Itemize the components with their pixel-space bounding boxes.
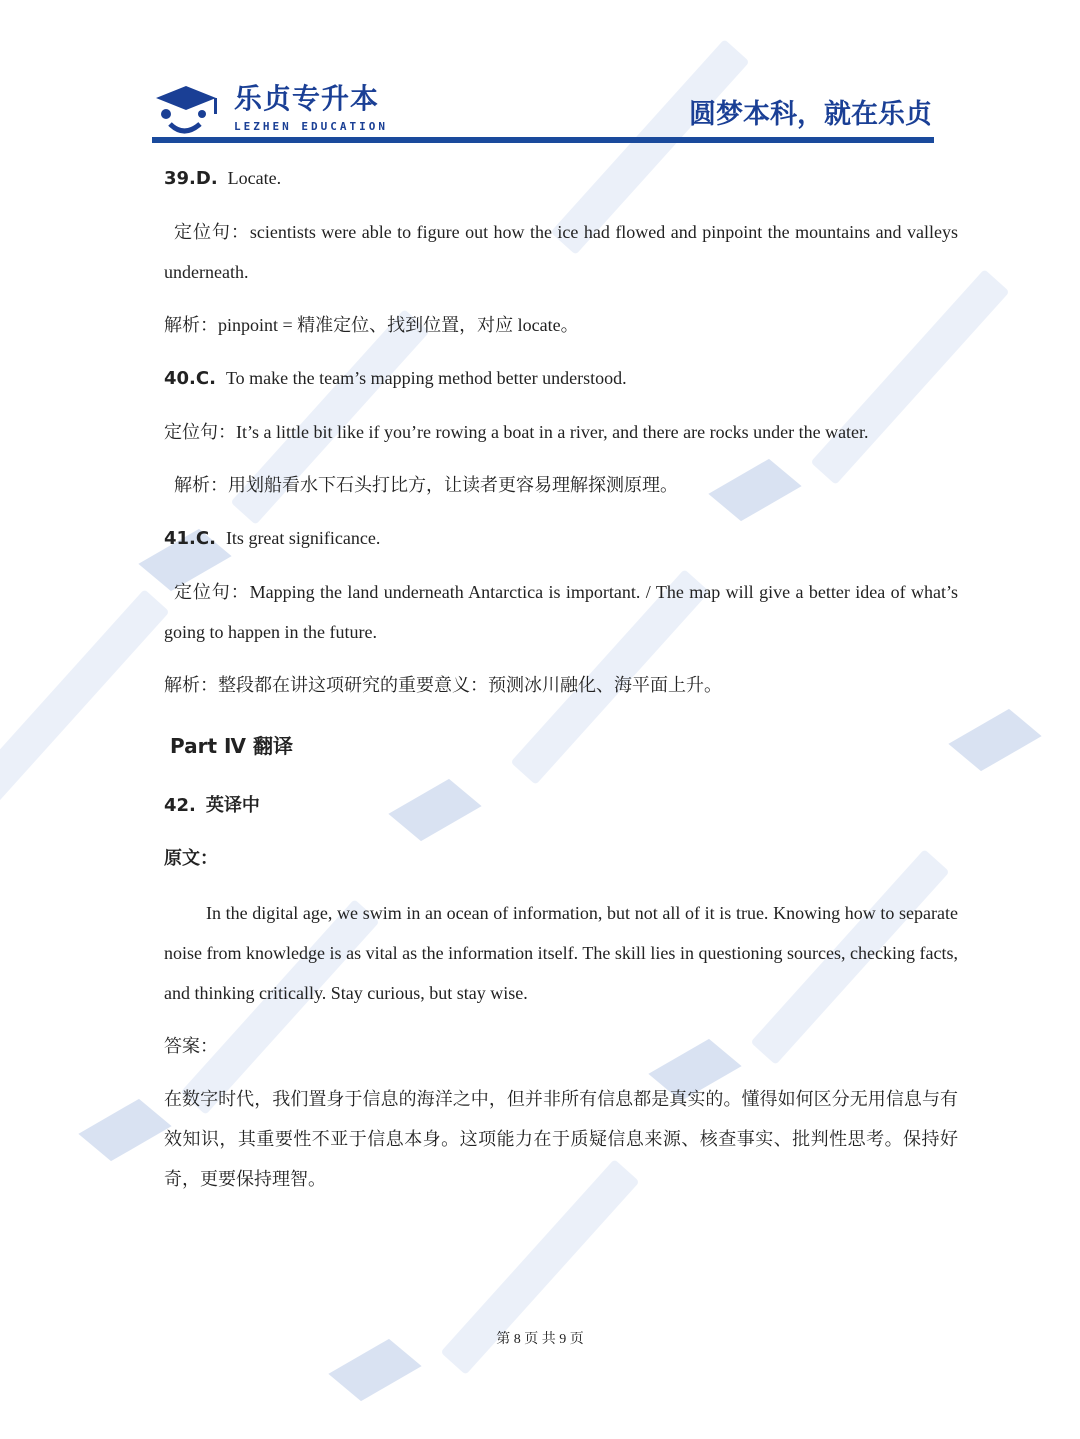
brand-name-en: LEZHEN EDUCATION xyxy=(234,120,388,133)
answer-41 xyxy=(164,518,958,559)
section-title: Part Ⅳ 翻译 xyxy=(170,734,293,758)
question-title: 英译中 xyxy=(205,795,260,816)
brand-name: 乐贞专升本 xyxy=(234,82,380,115)
question-number: 42. xyxy=(164,795,196,816)
watermark-cap-icon xyxy=(78,1099,171,1161)
answer-text: Its great significance. xyxy=(225,528,381,548)
question-number: 40.C. xyxy=(164,368,216,389)
locate-text: Mapping the land underneath Antarctica is important. / The map will give a better idea of what’s going to happen in the future. xyxy=(164,582,959,642)
page-footer: 第 8 页 共 9 页 xyxy=(496,1332,584,1347)
answer-39 xyxy=(164,158,958,199)
answer-label: 答案： xyxy=(164,1036,218,1056)
locate-text: It’s a little bit like if you’re rowing a boat in a river, and there are rocks under the water. xyxy=(236,422,869,442)
page-header xyxy=(150,80,934,144)
locate-label: 定位句： xyxy=(164,422,236,442)
analysis-41: 解析：整段都在讲这项研究的重要意义：预测冰川融化、海平面上升。 xyxy=(164,675,722,695)
locate-label: 定位句： xyxy=(174,222,250,242)
header-rule xyxy=(152,137,934,143)
locate-text: scientists were able to figure out how the ice had flowed and pinpoint the mountains and valleys underneath. xyxy=(164,222,959,282)
answer-text: Locate. xyxy=(227,168,282,188)
original-label: 原文： xyxy=(164,848,218,869)
original-text: In the digital age, we swim in an ocean of information, but not all of it is true. Knowing how to separate noise from knowledge is as vital as the information itself. The skill lies in questioning sources, checking facts, and thinking critically. Stay curious, but stay wise. xyxy=(164,903,958,1003)
answer-text: To make the team’s mapping method better understood. xyxy=(225,368,627,388)
locate-label: 定位句： xyxy=(174,582,250,602)
locate-41 xyxy=(164,572,958,652)
locate-40 xyxy=(164,412,958,452)
analysis-39: 解析：pinpoint = 精准定位、找到位置，对应 locate。 xyxy=(164,315,579,335)
question-42 xyxy=(164,785,958,826)
analysis-40: 解析：用划船看水下石头打比方，让读者更容易理解探测原理。 xyxy=(174,475,678,495)
watermark-cap-icon xyxy=(948,709,1041,771)
slogan: 圆梦本科，就在乐贞 xyxy=(689,99,932,130)
watermark xyxy=(0,589,170,805)
locate-39 xyxy=(164,212,958,292)
answer-40 xyxy=(164,358,958,399)
answer-text: 在数字时代，我们置身于信息的海洋之中，但并非所有信息都是真实的。懂得如何区分无用信息与有效知识，其重要性不亚于信息本身。这项能力在于质疑信息来源、核查事实、批判性思考。保持好奇，更要保持理智。 xyxy=(164,1089,958,1189)
graduation-cap-logo-icon xyxy=(152,84,224,136)
question-number: 41.C. xyxy=(164,528,216,549)
question-number: 39.D. xyxy=(164,168,218,189)
page-content xyxy=(164,158,958,1199)
